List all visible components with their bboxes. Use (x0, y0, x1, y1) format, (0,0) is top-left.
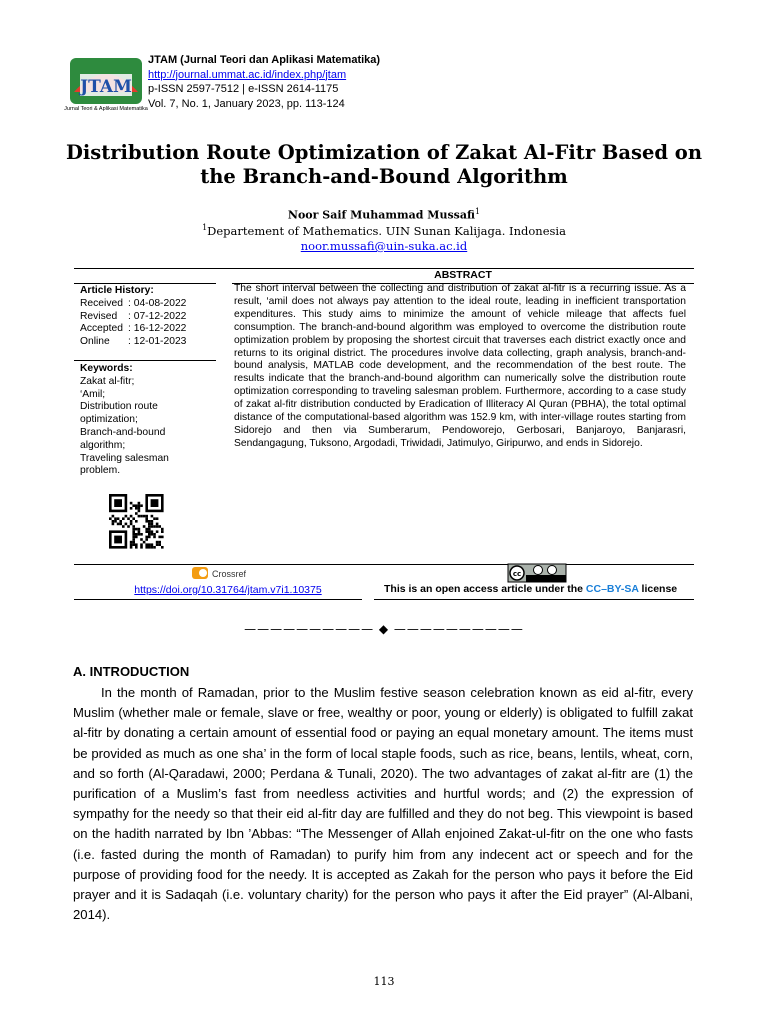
affiliation: $^1$Departement of Mathematics. UIN Sunan Kalijaga. Indonesia (202, 223, 566, 238)
divider-left-top (74, 283, 216, 284)
article-history (80, 285, 220, 349)
author-superscript: 1 (474, 207, 481, 216)
doi-link[interactable]: https://doi.org/10.31764/jtam.v7i1.10375 (134, 584, 322, 596)
journal-logo (64, 52, 148, 116)
qr-code[interactable] (109, 494, 175, 556)
introduction-paragraph: In the month of Ramadan, prior to the Muslim festive season celebration known as eid al-fitr, every Muslim (whether male or female, slave or free, wealthy or poor, young or elderly) is obligated to fulfill zakat al-fitr by donating a certain amount of essential food or paying an equal monetary amount. The items must be provided as much as one sha’ in the form of local staple foods, such as rice, beans, lentils, wheat, corn, and so forth (Al-Qaradawi, 2000; Perdana & Tunali, 2020). The two advantages of zakat al-fitr are (1) the purification of a Muslim’s fast from needless activities and hurtful words; and (2) the expression of sympathy for the needy so that their eid al-fitr day are fulfilled and they do not beg. This viewpoint is based on the hadith narrated by Ibn ’Abbas: “The Messenger of Allah enjoined Zakat-ul-fitr on the one who fasts (i.e. fasted during the month of Ramadan) to purify him from any indecent act or speech and for the purpose of providing food for the needy. It is accepted as Zakah for the person who pays it before the Eid prayer and it is Sadaqah (i.e. voluntary charity) for the person who pays it after the Eid prayer” (Al-Albani, 2014). (73, 685, 693, 923)
section-heading: A. INTRODUCTION (73, 664, 190, 679)
history-row: Online : 12-01-2023 (80, 336, 187, 348)
divider-license-bottom (374, 599, 694, 600)
crossref-logo (192, 564, 262, 582)
journal-issn: p-ISSN 2597-7512 | e-ISSN 2614-1175 (148, 83, 339, 95)
divider-doi-bottom (74, 599, 362, 600)
author-name: Noor Saif Muhammad Mussafi$^1$ (287, 207, 481, 222)
keyword-item: Distribution route optimization; (80, 401, 158, 426)
divider-history-bottom (74, 360, 216, 361)
crossref-label: Crossref (212, 569, 247, 579)
logo-text: JTAM (80, 77, 132, 97)
keyword-item: Branch-and-bound algorithm; (80, 426, 166, 451)
history-row: Accepted : 16-12-2022 (80, 323, 187, 335)
cc-by-sa-badge[interactable] (508, 564, 566, 582)
journal-volume: Vol. 7, No. 1, January 2023, pp. 113-124 (148, 97, 345, 110)
author-email[interactable]: noor.mussafi@uin-suka.ac.id (300, 239, 468, 253)
journal-url-link[interactable]: http://journal.ummat.ac.id/index.php/jtam (148, 68, 347, 81)
history-row: Revised : 07-12-2022 (80, 310, 187, 322)
keywords (80, 363, 220, 478)
paper-title: Distribution Route Optimization of Zakat Al-Fitr Based on the Branch-and-Bound Algorithm (65, 141, 702, 188)
keyword-item: ‘Amil; (80, 388, 106, 400)
keyword-item: Zakat al-fitr; (80, 375, 135, 387)
divider-footer-top (74, 564, 694, 565)
keyword-item: Traveling salesman problem. (80, 452, 169, 477)
cc-label: cc (512, 570, 522, 578)
license-text: This is an open access article under the CC–BY-SA license (384, 583, 678, 595)
keywords-heading: Keywords: (80, 363, 133, 374)
logo-caption: Jurnal Teori & Aplikasi Matematika (64, 106, 148, 112)
section-separator: —————————— ◆ —————————— (244, 622, 524, 636)
license-link[interactable]: CC–BY-SA (585, 583, 639, 595)
abstract-heading: ABSTRACT (434, 269, 492, 281)
history-row: Received : 04-08-2022 (80, 297, 187, 309)
page-number: 113 (373, 975, 395, 988)
abstract-text: The short interval between the collecting and distribution of zakat al-fitr is a recurring issue. As a result, ‘amil does not always pay attention to the ideal route, leading in inefficient transportation expenditures. This study aims to minimize the amount of vehicle mileage that affects fuel consumption. The branch-and-bound algorithm was employed to overcome the distribution route optimization problem by proposing the shortest circuit that traverses each district exactly once and returns to its original district. The procedures involve data collecting, graph analysis, branch-and-bound analysis, MATLAB code development, and the recommendation of the best route. The results indicate that the branch-and-bound algorithm can numerically solve the distribution route optimization corresponding to traveling salesman problem. Furthermore, according to a case study of zakat al-fitr distribution conducted by Eradication of Illiteracy Al Quran (PBHA), the total optimal distance of the computational-based algorithm was 152.9 km, with inter-village routes starting from Sidorejo and then via Sumberarum, Pendoworejo, Gerbosari, Banjaroyo, Banjarasri, Sendangagung, Tuksono, Argodadi, Triwidadi, Jatimulyo, Giripurwo, and ends in Sidorejo. (234, 283, 686, 449)
journal-header (148, 53, 380, 111)
journal-name: JTAM (Jurnal Teori dan Aplikasi Matematika) (148, 54, 381, 66)
affiliation-superscript: 1 (202, 223, 208, 232)
article-history-heading: Article History: (80, 285, 154, 296)
